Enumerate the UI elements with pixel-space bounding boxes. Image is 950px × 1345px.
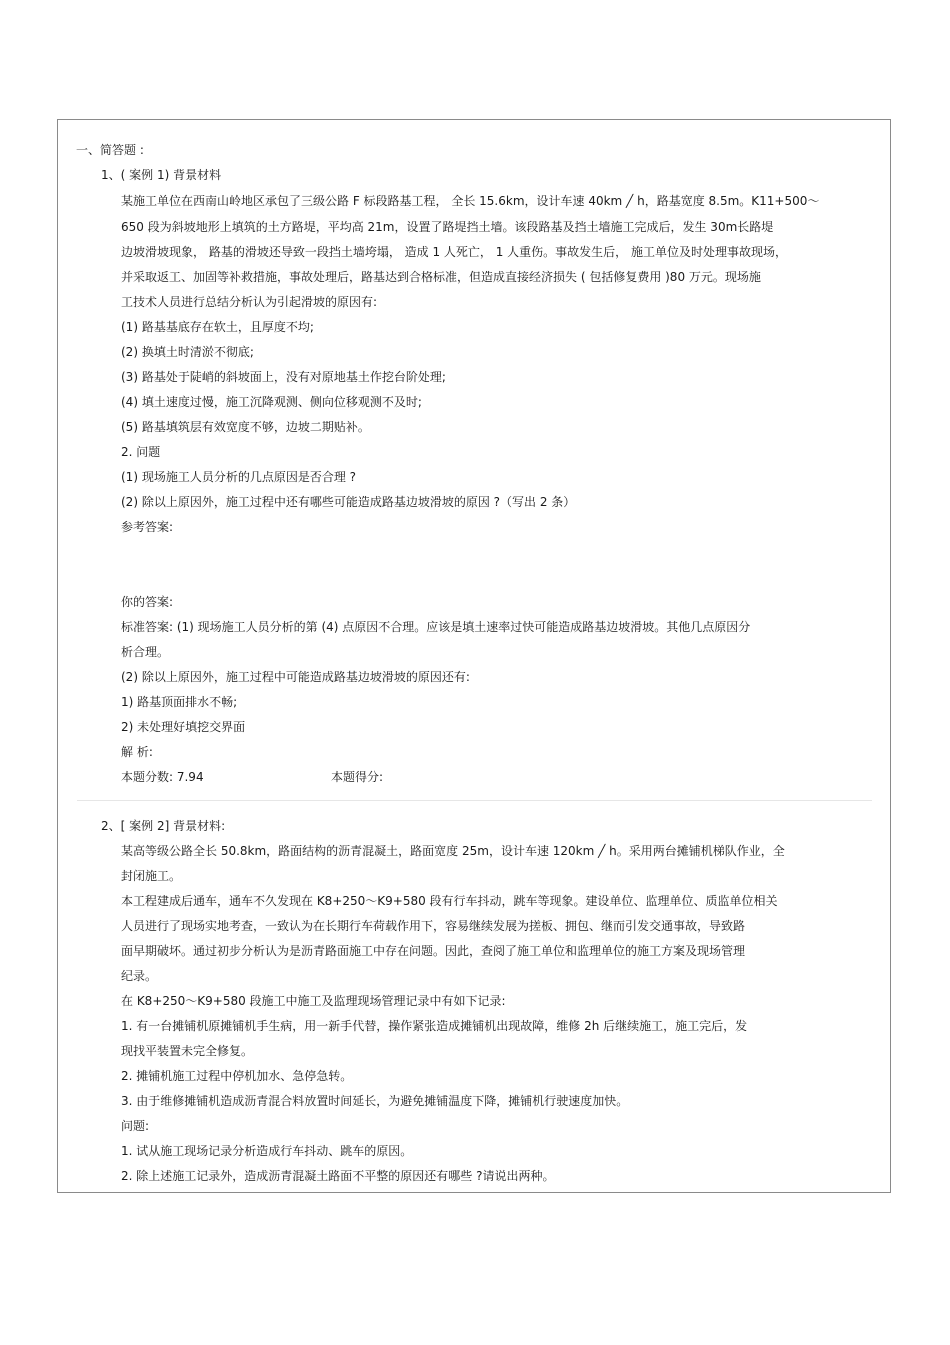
q2-body-line: 人员进行了现场实地考查，一致认为在长期行车荷载作用下，容易继续发展为搓板、拥包、继而引发交通事故，导致路 (121, 919, 746, 933)
earned-score-label: 本题得分: (331, 770, 384, 784)
q1-question-item: (2) 除以上原因外，施工过程中还有哪些可能造成路基边坡滑坡的原因 ?（写出 2 条） (121, 495, 576, 509)
q2-body-line: 1. 有一台摊铺机原摊铺机手生病，用一新手代替，操作紧张造成摊铺机出现故障，维修 2h 后继续施工，施工完后，发 (121, 1019, 748, 1033)
section-heading: 一、简答题 : (76, 143, 144, 157)
q2-body-line: 某高等级公路全长 50.8km，路面结构的沥青混凝土，路面宽度 25m，设计车速 120km ╱ h。采用两台摊铺机梯队作业，全 (121, 844, 785, 858)
q1-question-title: 2. 问题 (121, 445, 161, 459)
q1-cause-item: (1) 路基基底存在软土，且厚度不均; (121, 320, 314, 334)
q2-body-line: 封闭施工。 (121, 869, 182, 883)
q1-background-line: 工技术人员进行总结分析认为引起滑坡的原因有: (121, 295, 378, 309)
q1-background-line: 边坡滑坡现象， 路基的滑坡还导致一段挡土墙垮塌， 造成 1 人死亡， 1 人重伤。事故发生后， 施工单位及时处理事故现场， (121, 245, 787, 259)
q1-background-line: 并采取返工、加固等补救措施，事故处理后，路基达到合格标准，但造成直接经济损失 ( 包括修复费用 )80 万元。现场施 (121, 270, 761, 284)
q2-body-line: 本工程建成后通车，通车不久发现在 K8+250～K9+580 段有行车抖动，跳车等现象。建设单位、监理单位、质监单位相关 (121, 894, 778, 908)
q2-body-line: 在 K8+250～K9+580 段施工中施工及监理现场管理记录中有如下记录: (121, 994, 506, 1008)
q2-body-line: 问题: (121, 1119, 150, 1133)
standard-answer-line: 2) 未处理好填挖交界面 (121, 720, 246, 734)
q1-cause-item: (2) 换填土时清淤不彻底; (121, 345, 254, 359)
q2-body-line: 2. 摊铺机施工过程中停机加水、急停急转。 (121, 1069, 353, 1083)
question-divider (77, 800, 872, 801)
your-answer-label: 你的答案: (121, 595, 174, 609)
q1-question-item: (1) 现场施工人员分析的几点原因是否合理 ? (121, 470, 356, 484)
q1-cause-item: (5) 路基填筑层有效宽度不够，边坡二期贴补。 (121, 420, 370, 434)
standard-answer-line: 标准答案: (1) 现场施工人员分析的第 (4) 点原因不合理。应该是填土速率过快可能造成路基边坡滑坡。其他几点原因分 (121, 620, 751, 634)
q1-background-line: 650 段为斜坡地形上填筑的土方路堤，平均高 21m，设置了路堤挡土墙。该段路基及挡土墙施工完成后，发生 30m长路堤 (121, 220, 774, 234)
q2-body-line: 3. 由于维修摊铺机造成沥青混合料放置时间延长，为避免摊铺温度下降，摊铺机行驶速度加快。 (121, 1094, 629, 1108)
q2-body-line: 2. 除上述施工记录外，造成沥青混凝土路面不平整的原因还有哪些 ?请说出两种。 (121, 1169, 555, 1183)
q2-title: 2、[ 案例 2] 背景材料: (101, 819, 226, 833)
q2-body-line: 面早期破坏。通过初步分析认为是沥青路面施工中存在问题。因此，查阅了施工单位和监理单位的施工方案及现场管理 (121, 944, 746, 958)
reference-answer-label: 参考答案: (121, 520, 174, 534)
q1-title: 1、( 案例 1) 背景材料 (101, 168, 222, 182)
q2-body-line: 纪录。 (121, 969, 158, 983)
q1-cause-item: (3) 路基处于陡峭的斜坡面上，没有对原地基土作挖台阶处理; (121, 370, 446, 384)
standard-answer-line: (2) 除以上原因外，施工过程中可能造成路基边坡滑坡的原因还有: (121, 670, 470, 684)
q2-body-line: 现找平装置未完全修复。 (121, 1044, 254, 1058)
standard-answer-line: 析合理。 (121, 645, 170, 659)
q1-cause-item: (4) 填土速度过慢，施工沉降观测、侧向位移观测不及时; (121, 395, 422, 409)
q1-background-line: 某施工单位在西南山岭地区承包了三级公路 F 标段路基工程， 全长 15.6km，设计车速 40km ╱ h，路基宽度 8.5m。K11+500～ (121, 194, 820, 208)
q2-body-line: 1. 试从施工现场记录分析造成行车抖动、跳车的原因。 (121, 1144, 413, 1158)
analysis-label: 解 析: (121, 745, 153, 759)
standard-answer-line: 1) 路基顶面排水不畅; (121, 695, 238, 709)
score-label: 本题分数: 7.94 (121, 770, 204, 784)
